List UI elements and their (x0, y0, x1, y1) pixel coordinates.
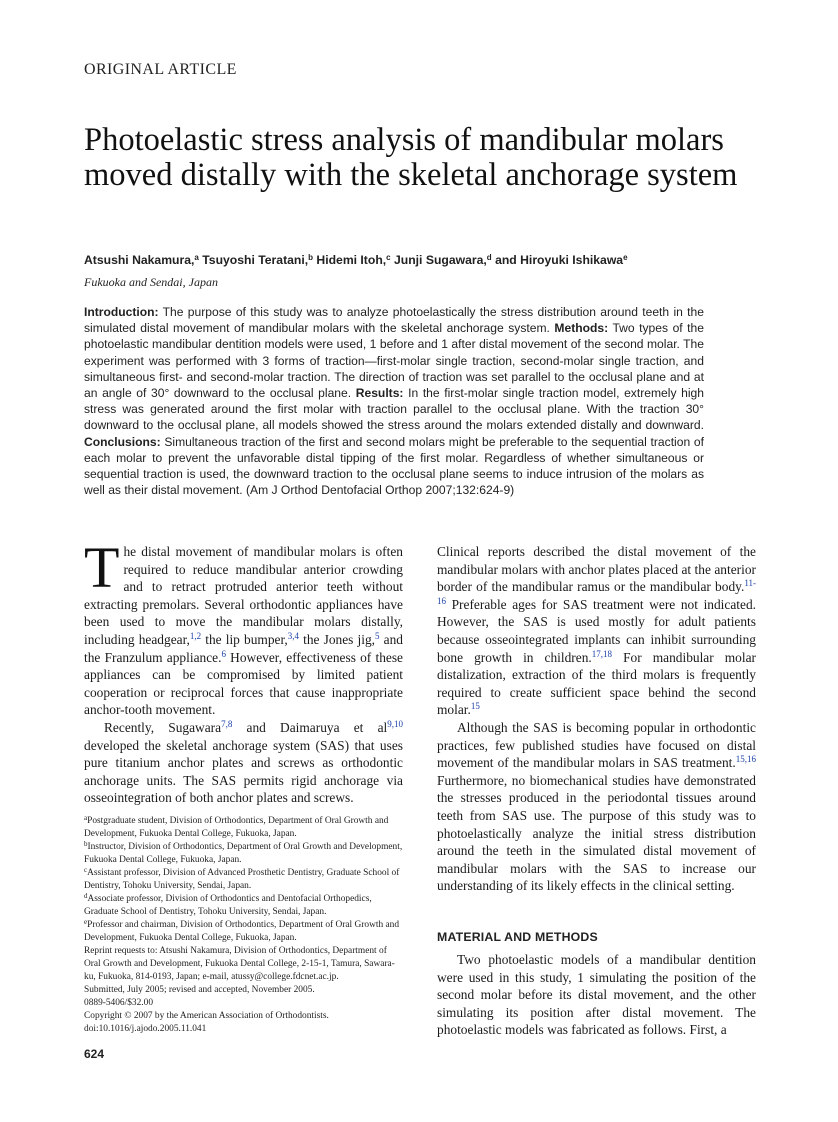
footnote-mark: d (84, 892, 88, 900)
author-affil-mark: e (623, 253, 628, 262)
body-column-right (437, 543, 756, 895)
citation-link[interactable]: 9,10 (387, 718, 403, 729)
body-text: Clinical reports described the distal movement of the mandibular molars with anchor plates placed at the anterior border of the mandibular ramus or the mandibular body. (437, 544, 756, 595)
abstract-methods-text: Two types of the photoelastic mandibular dentition models were used, 1 before and 1 after distal movement of the second molar. The experiment was performed with 3 forms of traction—first-molar single traction, second-molar single traction, and simultaneous first- and second-molar traction. The direction of traction was set parallel to the occlusal plane and at an angle of 30° downward to the occlusal plane. (84, 321, 704, 401)
abstract-methods-label: Methods: (554, 321, 609, 336)
body-text: Preferable ages for SAS treatment were not indicated. However, the SAS is used mostly for adult patients because osseointegrated implants can inhibit surrounding bone growth in children. (437, 596, 756, 665)
author-affil-mark: d (486, 253, 492, 262)
body-text: Furthermore, no biomechanical studies have demonstrated the stresses produced in the periodontal tissues around teeth from SAS use. The purpose of this study was to photoelastically analyze the initial stress distribution around the teeth in the simulated distal movement of mandibular molars with the SAS to increase our understanding of its likely effects in the clinical setting. (437, 772, 756, 894)
abstract-conclusions-text: Simultaneous traction of the first and second molars might be preferable to the sequential traction of each molar to prevent the unfavorable distal tipping of the first molar. Regardless of whether simultaneous or sequential traction is used, the downward traction to the occlusal plane seems to induce intrusion of the molars as well as their distal movement. (Am J Orthod Dentofacial Orthop 2007;132:624-9) (84, 434, 704, 498)
author-affil-mark: a (194, 253, 199, 262)
body-text: For mandibular molar distalization, extraction of the third molars is frequently required to create sufficient space behind the second molar. (437, 649, 756, 718)
abstract-intro-text: The purpose of this study was to analyze photoelastically the stress distribution around teeth in the simulated distal movement of mandibular molars with the skeletal anchorage system. (84, 305, 704, 336)
footnote-affiliation-c (84, 867, 404, 893)
body-text: the lip bumper, (201, 631, 288, 647)
footnote-submitted: Submitted, July 2005; revised and accepted, November 2005. (84, 985, 315, 995)
footnote-price: 0889-5406/$32.00 (84, 998, 154, 1008)
author-affil-mark: c (386, 253, 391, 262)
author-name: Hidemi Itoh, (316, 253, 387, 267)
methods-body (437, 951, 756, 1039)
abstract-results-text: In the first-molar single traction model, extremely high stress was generated around the first molar with traction parallel to the occlusal plane. With the traction 30° downward to the occlusal plane, all models showed the stress around the molars extended distally and downward. (84, 386, 704, 433)
article-title: Photoelastic stress analysis of mandibular molars moved distally with the skeletal anchorage system (84, 122, 738, 193)
footnote-affiliation-a (84, 815, 404, 841)
body-column-left (84, 535, 403, 807)
drop-cap: T (84, 535, 120, 600)
body-paragraph (84, 719, 403, 807)
author-list (84, 253, 764, 267)
author-affil-mark: b (308, 253, 314, 262)
body-text: and the Franzulum appliance. (84, 631, 403, 665)
body-paragraph (437, 543, 756, 719)
footnote-text: Instructor, Division of Orthodontics, Department of Oral Growth and Development, Fukuoka Dental College, Fukuoka, Japan. (84, 842, 403, 865)
body-paragraph (84, 535, 403, 719)
body-text: the Jones jig, (299, 631, 376, 647)
citation-link[interactable]: 3,4 (287, 630, 299, 641)
body-text: Recently, Sugawara (104, 719, 222, 735)
citation-link[interactable]: 15 (470, 701, 480, 712)
body-paragraph: Two photoelastic models of a mandibular dentition were used in this study, 1 simulating the position of the second molar before its distal movement, and the other simulating its position after distal movement. The photoelastic models was fabricated as follows. First, a (437, 952, 756, 1038)
abstract-results-label: Results: (355, 386, 404, 401)
citation-link[interactable]: 6 (221, 648, 226, 659)
citation-link[interactable]: 7,8 (221, 718, 233, 729)
footnote-text: Postgraduate student, Division of Orthodontics, Department of Oral Growth and Development, Fukuoka Dental College, Fukuoka, Japan. (84, 816, 389, 839)
citation-link[interactable]: 5 (375, 630, 380, 641)
author-name: Junji Sugawara, (394, 253, 487, 267)
footnotes (84, 815, 404, 1036)
body-text: and Daimaruya et al (232, 719, 388, 735)
footnote-mark: e (84, 918, 88, 926)
author-name: Tsuyoshi Teratani, (202, 253, 309, 267)
page-number: 624 (84, 1047, 105, 1061)
footnote-mark: b (84, 840, 88, 848)
footnote-affiliation-e (84, 919, 404, 945)
author-name: Atsushi Nakamura, (84, 253, 195, 267)
author-name: and Hiroyuki Ishikawa (495, 253, 624, 267)
footnote-mark: c (84, 866, 88, 874)
footnote-text: Professor and chairman, Division of Orthodontics, Department of Oral Growth and Development, Fukuoka Dental College, Fukuoka, Japan. (84, 920, 400, 943)
citation-link[interactable]: 1,2 (189, 630, 202, 641)
footnote-text: Assistant professor, Division of Advanced Prosthetic Dentistry, Graduate School of Dentistry, Tohoku University, Sendai, Japan. (84, 868, 400, 891)
footnote-copyright: Copyright © 2007 by the American Association of Orthodontists. (84, 1011, 329, 1021)
abstract-intro-label: Introduction: (84, 305, 159, 319)
author-location: Fukuoka and Sendai, Japan (84, 275, 218, 289)
methods-heading: MATERIAL AND METHODS (437, 930, 598, 944)
footnote-affiliation-b (84, 841, 404, 867)
footnote-reprint: Reprint requests to: Atsushi Nakamura, Division of Orthodontics, Department of Oral Growth and Development, Fukuoka Dental College, 2-15-1, Tamura, Sawara-ku, Fukuoka, 814-0193, Japan; e-mail, atussy@college.fdcnet.ac.jp. (84, 946, 395, 982)
citation-link[interactable]: 15,16 (735, 754, 756, 765)
citation-link[interactable]: 11-16 (437, 578, 756, 606)
body-text: Although the SAS is becoming popular in orthodontic practices, few published studies have focused on distal movement of the mandibular molars in SAS treatment. (437, 719, 756, 771)
footnote-mark: a (84, 814, 88, 822)
footnote-doi[interactable]: doi:10.1016/j.ajodo.2005.11.041 (84, 1024, 207, 1034)
body-text: developed the skeletal anchorage system (SAS) that uses pure titanium anchor plates and screws as orthodontic anchorage units. The SAS permits rigid anchorage via osseointegration of both anchor plates and screws. (84, 737, 403, 806)
body-paragraph (437, 719, 756, 895)
footnote-affiliation-d (84, 893, 404, 919)
body-text: he distal movement of mandibular molars is often required to reduce mandibular anterior crowding and to retract protruded anterior teeth without extracting premolars. Several orthodontic appliances have been used to move the mandibular molars distally, including headgear, (84, 544, 403, 647)
citation-link[interactable]: 17,18 (591, 648, 613, 659)
abstract (84, 304, 704, 498)
section-label: ORIGINAL ARTICLE (84, 61, 237, 78)
abstract-conclusions-label: Conclusions: (84, 434, 161, 449)
body-text: However, effectiveness of these appliances can be compromised by limited patient cooperation or reciprocal forces that cause inappropriate anchor-tooth movement. (84, 649, 403, 718)
footnote-text: Associate professor, Division of Orthodontics and Dentofacial Orthopedics, Graduate School of Dentistry, Tohoku University, Sendai, Japan. (84, 894, 372, 917)
